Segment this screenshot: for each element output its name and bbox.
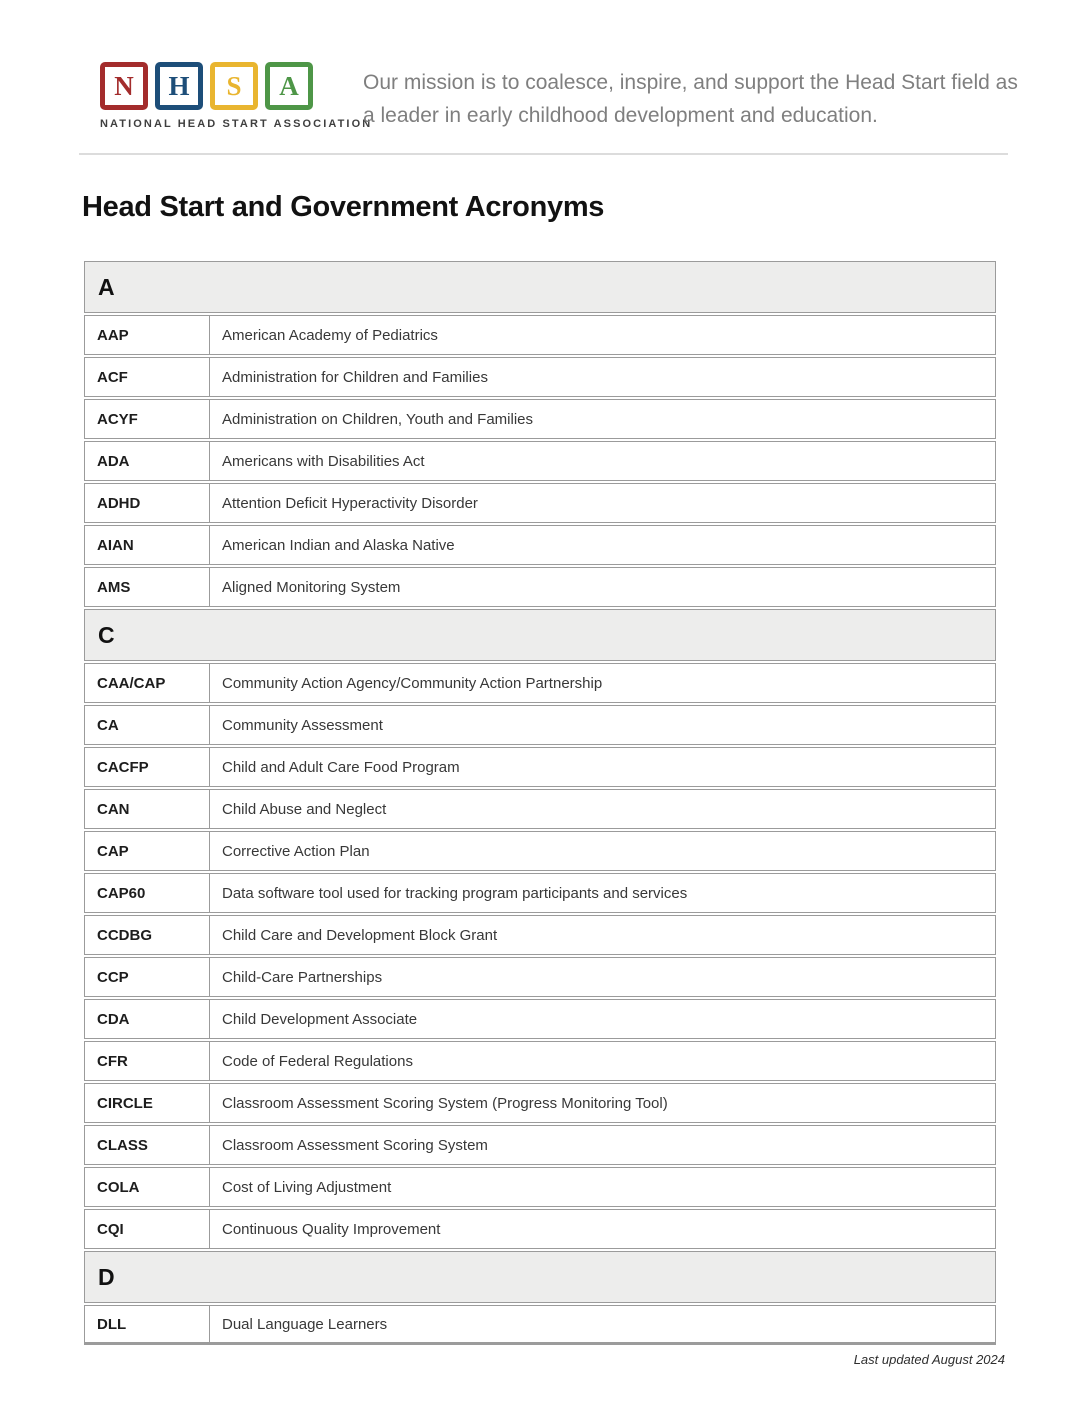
acronym-cell: CLASS — [85, 1126, 210, 1164]
table-row — [84, 1041, 996, 1081]
acronym-cell: CA — [85, 706, 210, 744]
logo-block-s: S — [210, 62, 258, 110]
table-row — [84, 1125, 996, 1165]
acronym-cell: ADHD — [85, 484, 210, 522]
definition-cell: Administration on Children, Youth and Families — [222, 410, 534, 428]
logo-block-n: N — [100, 62, 148, 110]
section-letter: A — [98, 273, 115, 300]
definition-cell: Attention Deficit Hyperactivity Disorder — [222, 494, 478, 512]
definition-cell: Code of Federal Regulations — [222, 1052, 413, 1070]
mission-statement: Our mission is to coalesce, inspire, and support the Head Start field as a leader in early childhood development and education. — [363, 71, 1018, 127]
section-header-a — [84, 261, 996, 313]
acronym-cell: CCP — [85, 958, 210, 996]
definition-cell: Child Abuse and Neglect — [222, 800, 387, 818]
definition-cell: Continuous Quality Improvement — [222, 1220, 441, 1238]
section-header-c — [84, 609, 996, 661]
definition-cell: Child Care and Development Block Grant — [222, 926, 498, 944]
acronym-cell: ADA — [85, 442, 210, 480]
definition-cell: Classroom Assessment Scoring System (Progress Monitoring Tool) — [222, 1094, 668, 1112]
definition-cell: Child-Care Partnerships — [222, 968, 383, 986]
nhsa-logo-blocks — [100, 62, 372, 110]
acronym-cell: DLL — [85, 1306, 210, 1342]
table-row — [84, 957, 996, 997]
table-row — [84, 399, 996, 439]
table-row — [84, 747, 996, 787]
table-row — [84, 873, 996, 913]
table-row — [84, 915, 996, 955]
nhsa-logo-caption: NATIONAL HEAD START ASSOCIATION — [100, 118, 373, 130]
nhsa-logo — [100, 62, 372, 130]
table-row — [84, 663, 996, 703]
definition-cell: Community Action Agency/Community Action Partnership — [222, 674, 603, 692]
definition-cell: Administration for Children and Families — [222, 368, 488, 386]
logo-block-h: H — [155, 62, 203, 110]
acronym-cell: CDA — [85, 1000, 210, 1038]
table-row — [84, 483, 996, 523]
acronym-cell: CAN — [85, 790, 210, 828]
definition-cell: Classroom Assessment Scoring System — [222, 1136, 488, 1154]
acronym-cell: ACF — [85, 358, 210, 396]
section-header-d — [84, 1251, 996, 1303]
table-row — [84, 441, 996, 481]
table-row — [84, 315, 996, 355]
logo-block-a: A — [265, 62, 313, 110]
table-row — [84, 525, 996, 565]
table-row — [84, 357, 996, 397]
definition-cell: Community Assessment — [222, 716, 383, 734]
table-row — [84, 1083, 996, 1123]
section-letter: C — [98, 621, 115, 648]
acronym-cell: AIAN — [85, 526, 210, 564]
definition-cell: Americans with Disabilities Act — [222, 452, 425, 470]
acronym-cell: AMS — [85, 568, 210, 606]
acronym-cell: CFR — [85, 1042, 210, 1080]
header-divider — [79, 153, 1008, 155]
acronym-cell: CAP — [85, 832, 210, 870]
definition-cell: Child Development Associate — [222, 1010, 418, 1028]
acronym-cell: CIRCLE — [85, 1084, 210, 1122]
acronym-cell: ACYF — [85, 400, 210, 438]
definition-cell: Data software tool used for tracking program participants and services — [222, 884, 688, 902]
definition-cell: American Academy of Pediatrics — [222, 326, 438, 344]
acronym-cell: CACFP — [85, 748, 210, 786]
definition-cell: Aligned Monitoring System — [222, 578, 401, 596]
page-title: Head Start and Government Acronyms — [82, 191, 605, 223]
definition-cell: Corrective Action Plan — [222, 842, 370, 860]
table-row — [84, 789, 996, 829]
last-updated-note: Last updated August 2024 — [853, 1352, 1005, 1367]
section-letter: D — [98, 1263, 115, 1290]
acronym-cell: CAP60 — [85, 874, 210, 912]
definition-cell: Cost of Living Adjustment — [222, 1178, 392, 1196]
acronym-cell: CQI — [85, 1210, 210, 1248]
table-row — [84, 705, 996, 745]
definition-cell: American Indian and Alaska Native — [222, 536, 455, 554]
table-row — [84, 1305, 996, 1345]
table-row — [84, 999, 996, 1039]
acronym-cell: CCDBG — [85, 916, 210, 954]
acronym-cell: CAA/CAP — [85, 664, 210, 702]
table-row — [84, 567, 996, 607]
definition-cell: Child and Adult Care Food Program — [222, 758, 460, 776]
acronym-table — [84, 261, 996, 1345]
acronym-cell: AAP — [85, 316, 210, 354]
table-row — [84, 1209, 996, 1249]
table-row — [84, 1167, 996, 1207]
definition-cell: Dual Language Learners — [222, 1315, 388, 1333]
acronym-cell: COLA — [85, 1168, 210, 1206]
table-row — [84, 831, 996, 871]
